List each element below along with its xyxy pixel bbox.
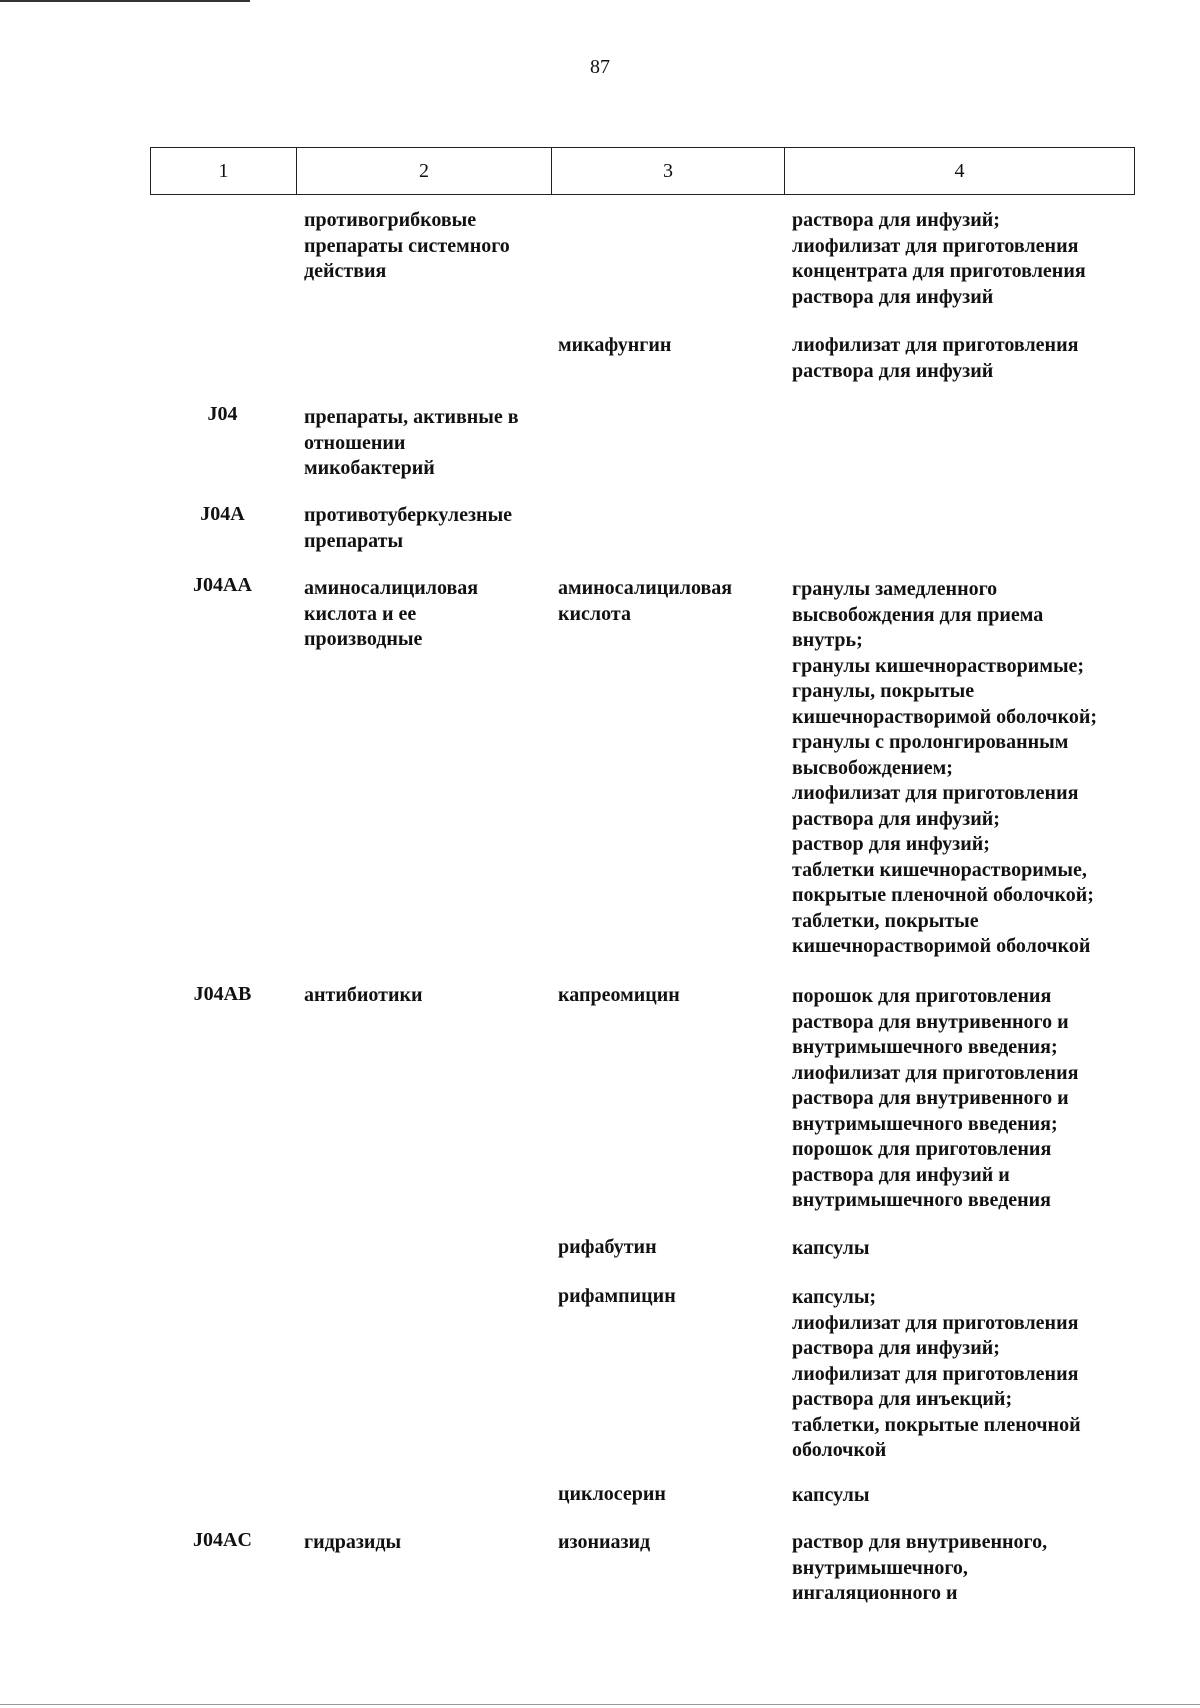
atc-code: J04AB (193, 983, 252, 1005)
drug-name: рифампицин (558, 1285, 676, 1307)
table-header (150, 147, 1135, 195)
atc-group-name: гидразиды (304, 1531, 402, 1553)
atc-code: J04 (207, 403, 238, 425)
dosage-form: капсулы (792, 1237, 870, 1259)
dosage-form: гранулы замедленного высвобождения для приема внутрь; гранулы кишечнорастворимые; гранулы, покрытые кишечнорастворимой оболочкой; гранулы с пролонгированным высвобождением; лиофилизат для приготовления раствора для инфузий; раствор для инфузий; таблетки кишечнорастворимые, покрытые пленочной оболочкой; таблетки, покрытые кишечнорастворимой оболочкой (792, 578, 1098, 957)
header-col-3: 3 (551, 148, 784, 194)
atc-code: J04AA (193, 574, 252, 596)
atc-group-name: противотуберкулезные препараты (304, 504, 513, 552)
atc-code: J04A (200, 503, 245, 525)
dosage-form: капсулы; лиофилизат для приготовления раствора для инфузий; лиофилизат для приготовления раствора для инъекций; таблетки, покрытые пленочной оболочкой (792, 1286, 1081, 1461)
atc-group-name: противогрибковые препараты системного действия (304, 209, 510, 282)
scan-edge-bottom (0, 1704, 1200, 1705)
header-col-1: 1 (218, 159, 229, 182)
header-col-4: 4 (784, 148, 1134, 194)
drug-name: аминосалициловая кислота (558, 577, 733, 625)
drug-name: капреомицин (558, 984, 680, 1006)
atc-group-name: препараты, активные в отношении микобактерий (304, 406, 519, 479)
dosage-form: порошок для приготовления раствора для внутривенного и внутримышечного введения; лиофилизат для приготовления раствора для внутривенного и внутримышечного введения; порошок для приготовления раствора для инфузий и внутримышечного введения (792, 985, 1079, 1211)
atc-code: J04AC (193, 1529, 252, 1551)
page-number: 87 (590, 56, 610, 78)
drug-name: микафунгин (558, 334, 672, 356)
atc-group-name: аминосалициловая кислота и ее производные (304, 577, 479, 650)
dosage-form: раствора для инфузий; лиофилизат для приготовления концентрата для приготовления раствора для инфузий (792, 209, 1086, 308)
drug-name: циклосерин (558, 1483, 666, 1505)
dosage-form: капсулы (792, 1484, 870, 1506)
dosage-form: лиофилизат для приготовления раствора для инфузий (792, 334, 1079, 382)
atc-group-name: антибиотики (304, 984, 423, 1006)
drug-name: рифабутин (558, 1236, 657, 1258)
header-col-2: 2 (296, 148, 551, 194)
drug-name: изониазид (558, 1531, 651, 1553)
scan-edge-top (0, 0, 250, 2)
dosage-form: раствор для внутривенного, внутримышечного, ингаляционного и (792, 1531, 1048, 1604)
